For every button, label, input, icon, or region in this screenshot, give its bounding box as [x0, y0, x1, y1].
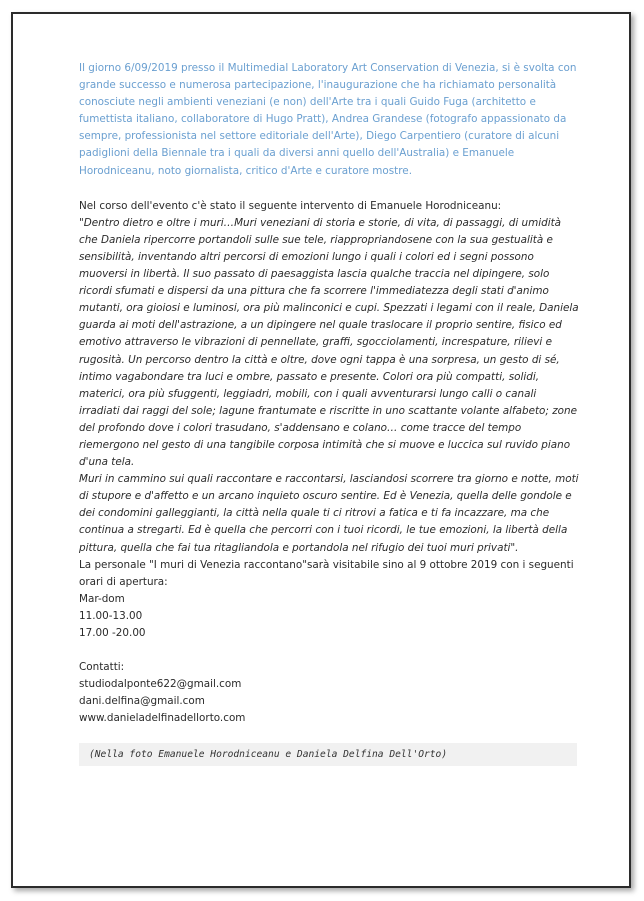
article-body [79, 60, 579, 766]
quote-paragraph-3: Muri in cammino sui quali raccontare e raccontarsi, lasciandosi scorrere tra giorno e notte, moti di stupore e d'affetto e un arcano inquieto oscuro sentire. Ed è Venezia, quella delle gondole e dei condomini galleggianti, la città nella quale ti ci ritrovi a fatica e ti fa incazzare, ma che continua a stregarti. Ed è quella che percorri con i tuoi ricordi, le tue emozioni, la libertà della pittura, quella che fai tua ritagliandola e portandola nel rifugio dei tuoi muri privati". [79, 473, 579, 554]
intro-paragraph: Il giorno 6/09/2019 presso il Multimedial Laboratory Art Conservation di Venezia, si è svolta con grande successo e numerosa partecipazione, l'inaugurazione che ha richiamato personalità conosciute negli ambienti veneziani (e non) dell'Arte tra i quali Guido Fuga (architetto e fumettista italiano, collaboratore di Hugo Pratt), Andrea Grandese (fotografo appassionato da sempre, professionista nel settore editoriale dell'Arte), Diego Carpentiero (curatore di alcuni padiglioni della Biennale tra i quali da diversi anni quello dell'Australia) e Emanuele Horodniceanu, noto giornalista, critico d'Arte e curatore mostre. [79, 62, 577, 177]
document-page [11, 12, 631, 888]
contacts-title: Contatti: [79, 661, 125, 674]
opening-days: Mar-dom [79, 592, 125, 605]
photo-caption: (Nella foto Emanuele Horodniceanu e Daniela Delfina Dell'Orto) [79, 743, 577, 766]
contact-email-2: dani.delfina@gmail.com [79, 695, 205, 708]
speech-lead: Nel corso dell'evento c'è stato il seguente intervento di Emanuele Horodniceanu: [79, 199, 502, 212]
opening-hours-afternoon: 17.00 -20.00 [79, 627, 146, 639]
quote-paragraph-2: mutanti, ora gioiosi e luminosi, ora più malinconici e cupi. Spezzati i legami con il reale, Daniela guarda ai moti dell'astrazione, a un dipingere nel quale traslocare il proprio sentire, fisico ed emotivo attraverso le vibrazioni di pennellate, graffi, sgocciolamenti, increspature, rilievi e rugosità. Un percorso dentro la città e oltre, dove ogni tappa è una sorpresa, un gesto di sé, intimo vagabondare tra luci e ombre, passato e presente. Colori ora più compatti, solidi, materici, ora più sfuggenti, leggiadri, mobili, con i quali avventurarsi lungo calli o canali irradiati dai raggi del sole; lagune frantumate e riscritte in uno scattante volante alfabeto; zone del profondo dove i colori trasudano, s'addensano e colano… come tracce del tempo riemergono nel gesto di una tangibile corposa intimità che si muove e luccica sul ruvido piano d'una tela. [79, 302, 579, 469]
exhibition-notice: La personale "I muri di Venezia raccontano"sarà visitabile sino al 9 ottobre 2019 con i seguenti orari di apertura: [79, 558, 574, 588]
opening-hours-morning: 11.00-13.00 [79, 609, 143, 622]
quote-paragraph-1: "Dentro dietro e oltre i muri…Muri veneziani di storia e storie, di vita, di passaggi, di umidità che Daniela ripercorre portandoli sulle sue tele, riappropriandosene con la sua gestualità e sensibilità, inventando altri percorsi di emozioni lungo i quali i colori ed i segni possono muoversi in libertà. Il suo passato di paesaggista lascia qualche traccia nel dipingere, solo ricordi sfumati e dispersi da una pittura che fa scorrere l'immediatezza degli stati d'animo [79, 216, 562, 298]
contact-website: www.danieladelfinadellorto.com [79, 712, 246, 725]
contact-email-1: studiodalponte622@gmail.com [79, 678, 242, 691]
